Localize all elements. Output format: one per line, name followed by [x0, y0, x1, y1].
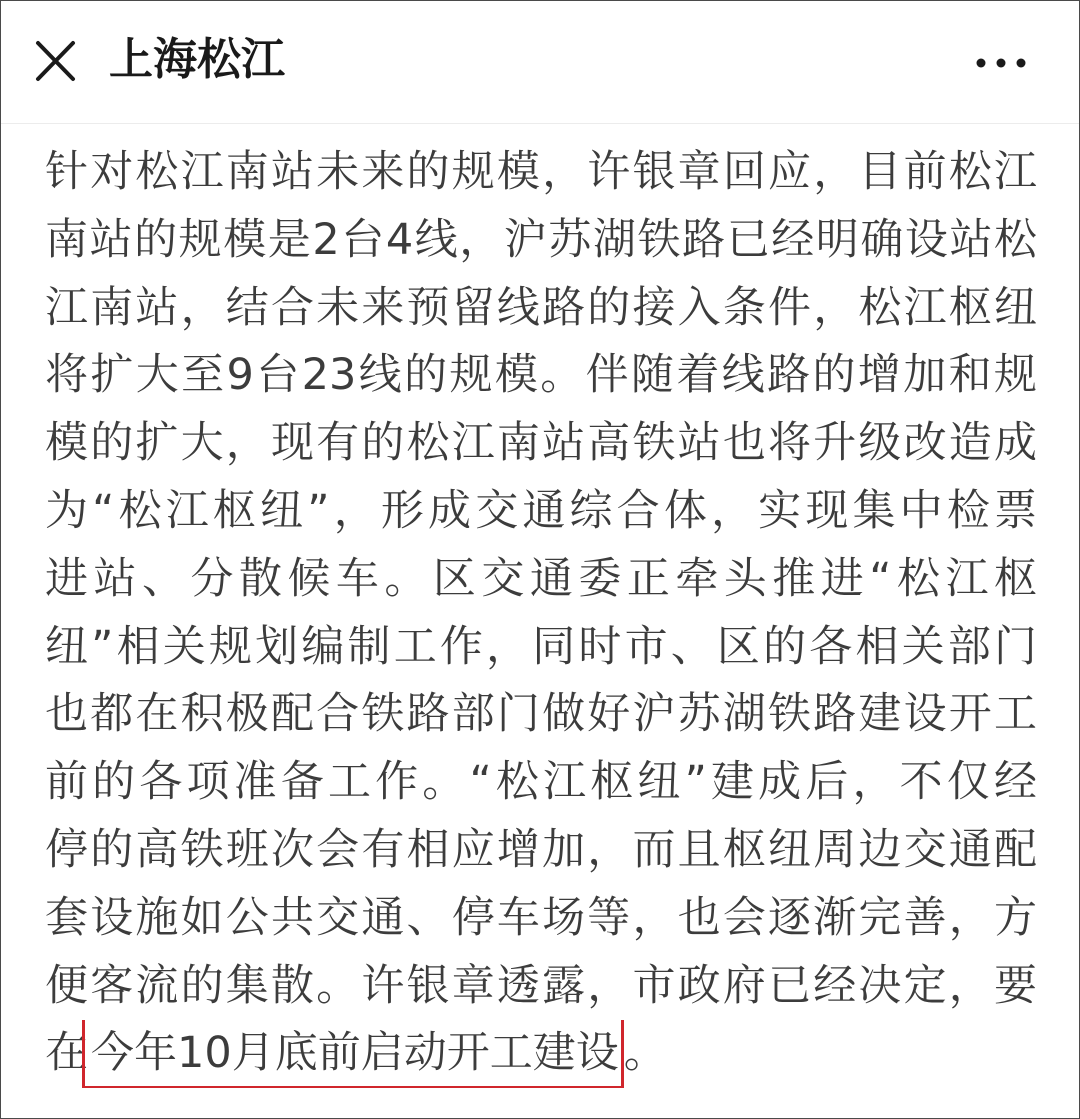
article-line: 针对松江南站未来的规模，许银章回应，目前松江: [45, 147, 1037, 197]
article-line: 也都在积极配合铁路部门做好沪苏湖铁路建设开工: [45, 689, 1037, 740]
top-bar: [1, 1, 1079, 124]
close-icon: [31, 39, 81, 85]
article-line: 套设施如公共交通、停车场等，也会逐渐完善，方: [45, 892, 1037, 943]
article-line: 为“松江枢纽”，形成交通综合体，实现集中检票: [45, 485, 1037, 536]
article-body: [45, 139, 1041, 1088]
article-last-line: [45, 1020, 1037, 1088]
article-line: 便客流的集散。许银章透露，市政府已经决定，要: [45, 960, 1037, 1011]
page-title: 上海松江: [109, 34, 285, 85]
article-line: 江南站，结合未来预留线路的接入条件，松江枢纽: [45, 282, 1037, 333]
close-button[interactable]: [31, 39, 81, 85]
article-line: 模的扩大，现有的松江南站高铁站也将升级改造成: [45, 418, 1037, 469]
more-dots-icon: [971, 43, 1031, 83]
article-line: 纽”相关规划编制工作，同时市、区的各相关部门: [45, 621, 1037, 672]
article-line: 停的高铁班次会有相应增加，而且枢纽周边交通配: [45, 824, 1037, 875]
highlighted-text: 今年10月底前启动开工建设: [82, 1020, 624, 1088]
last-line-prefix: 在: [45, 1028, 88, 1079]
more-options-button[interactable]: [971, 43, 1031, 83]
article-line: 前的各项准备工作。“松江枢纽”建成后，不仅经: [45, 757, 1037, 808]
article-line: 进站、分散候车。区交通委正牵头推进“松江枢: [45, 553, 1037, 604]
article-line: 将扩大至9台23线的规模。伴随着线路的增加和规: [45, 350, 1037, 401]
last-line-suffix: 。: [623, 1028, 667, 1079]
article-line: 南站的规模是2台4线，沪苏湖铁路已经明确设站松: [45, 214, 1037, 265]
